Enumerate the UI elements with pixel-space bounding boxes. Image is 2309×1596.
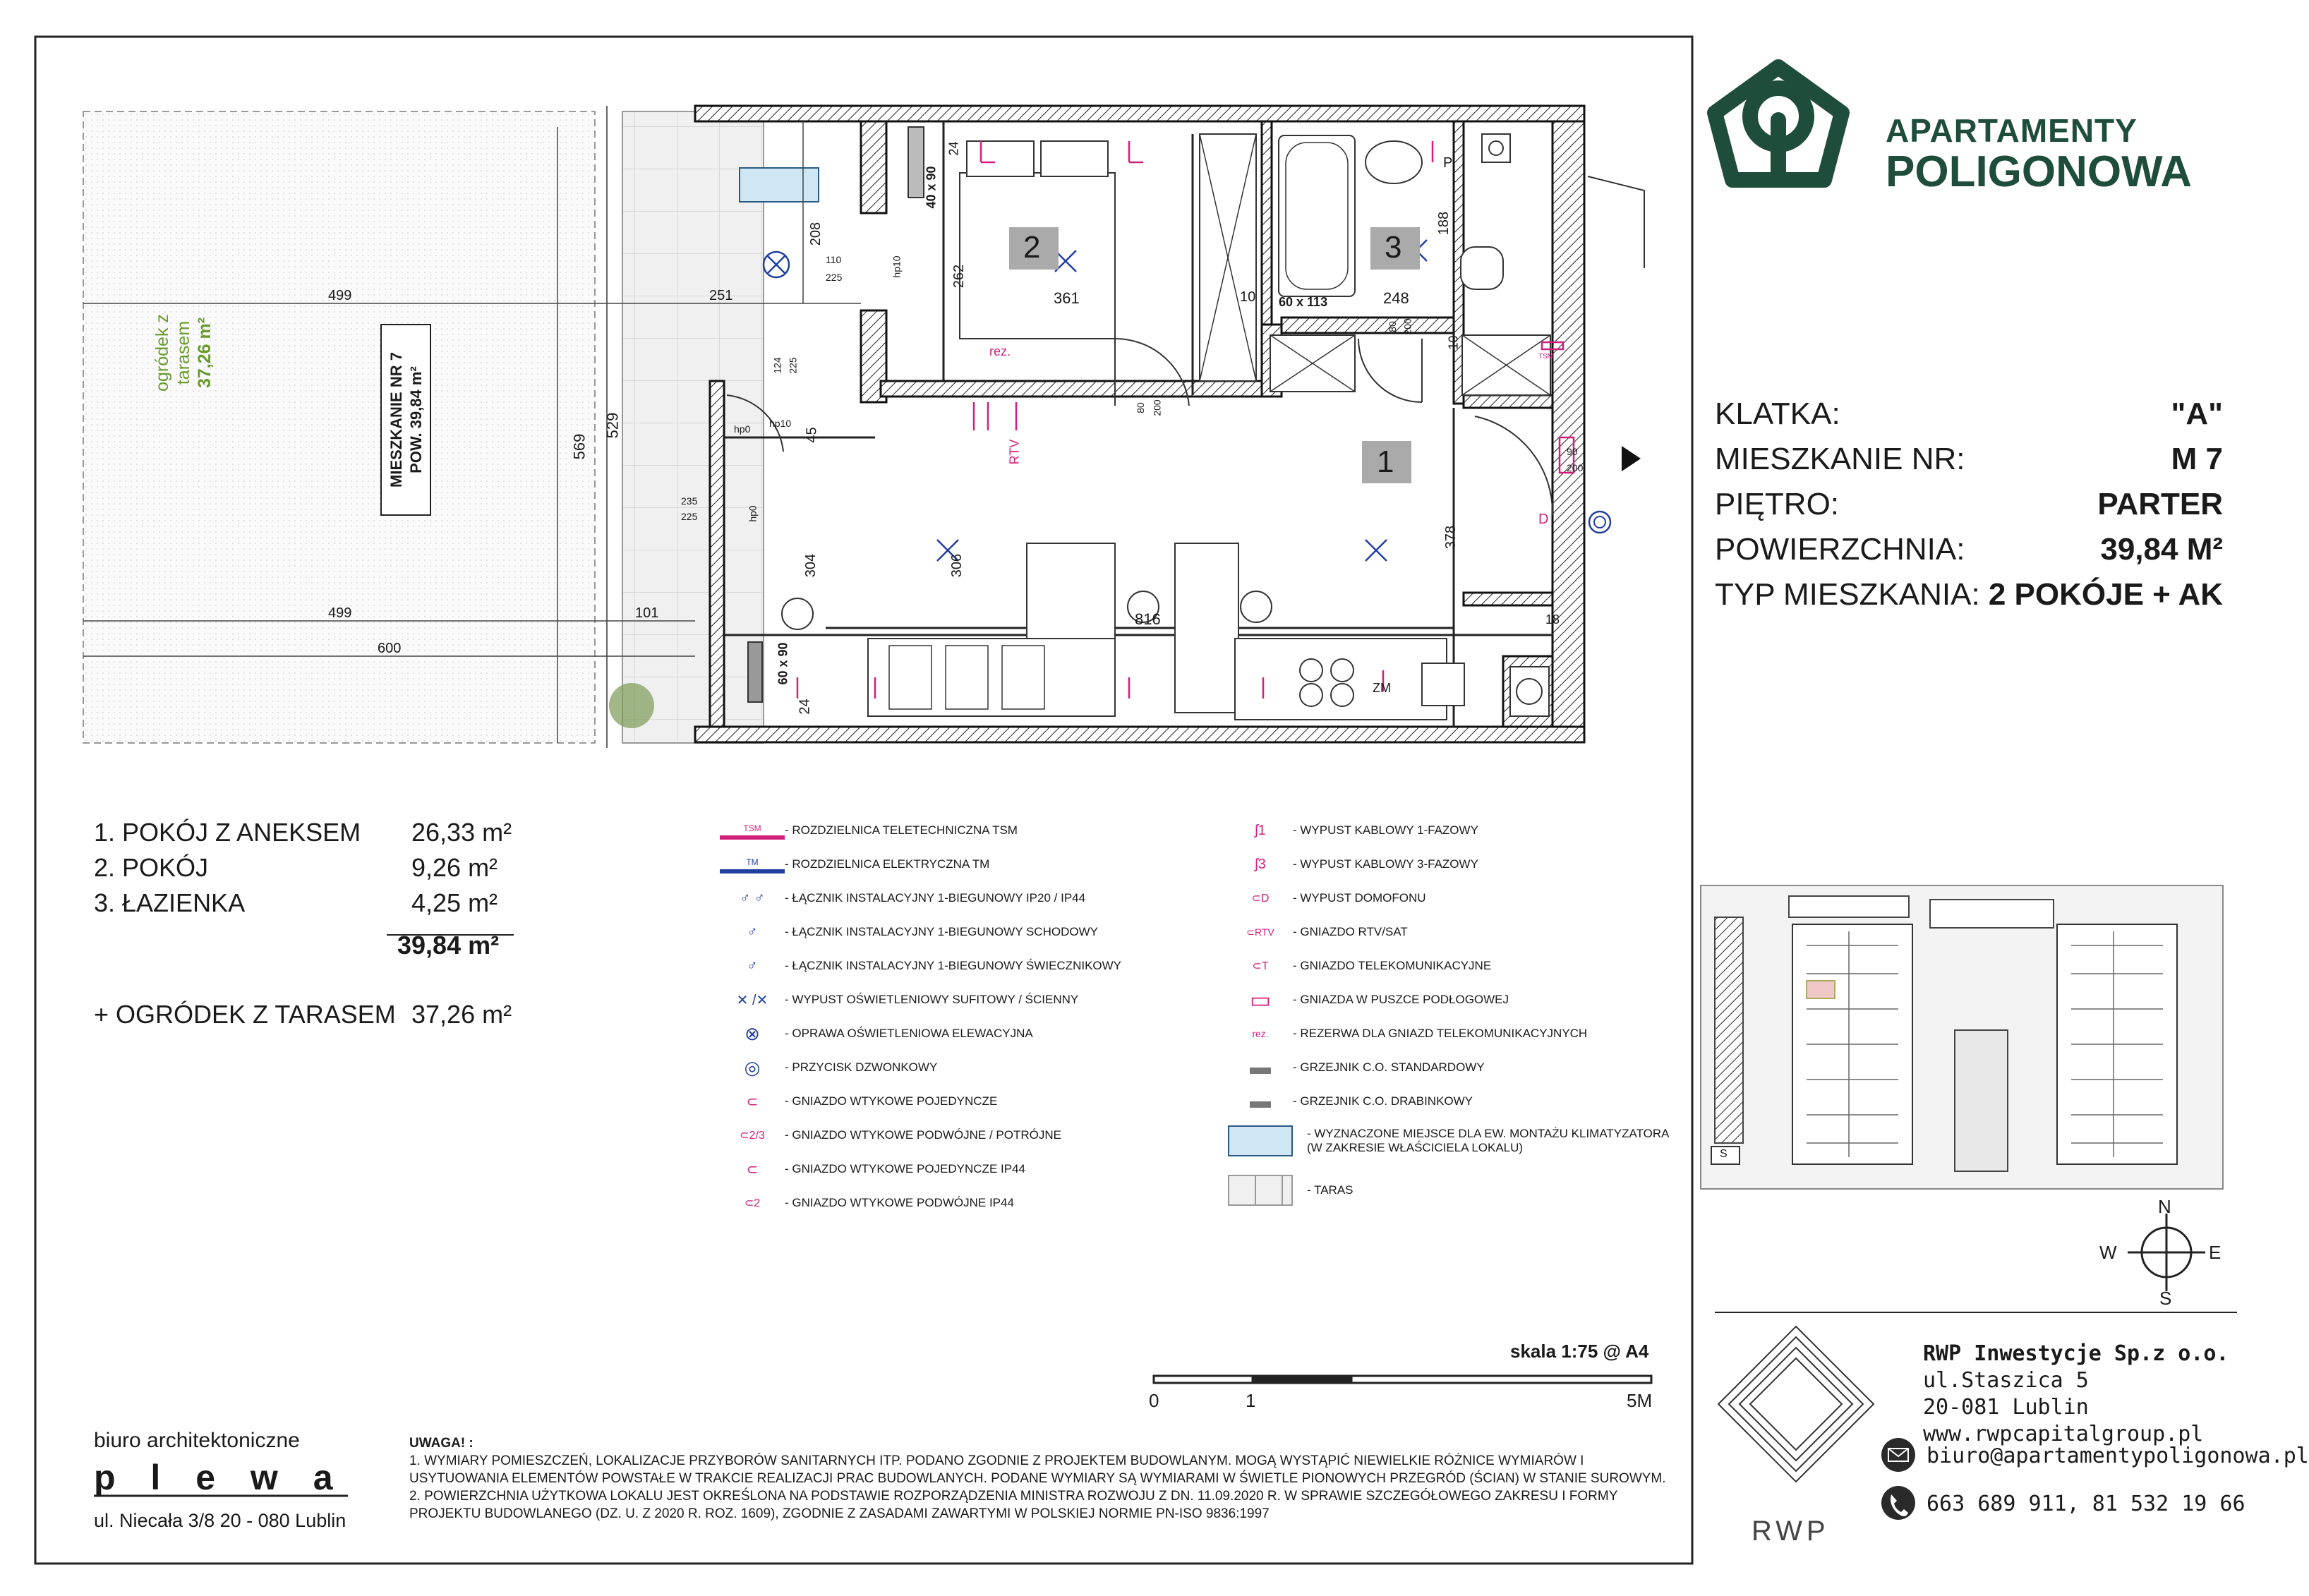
legend-text: - ŁĄCZNIK INSTALACYJNY 1-BIEGUNOWY ŚWIECZNIKOWY [785,959,1122,972]
dim-label: D [1538,512,1549,527]
legend-text: - ROZDZIELNICA TELETECHNICZNA TSM [785,823,1018,837]
info-value: 39,84 M² [2100,532,2223,567]
switch-staircase-icon: ♂ [747,924,758,940]
developer-city: 20-081 Lublin [1923,1395,2089,1420]
dim-label: 18 [1545,612,1560,627]
dim-label: 10 [1446,335,1461,350]
dim-label: hp10 [769,418,792,429]
garden-name: + OGRÓDEK Z TARASEM [94,1000,396,1029]
cable-1phase-icon: ʃ1 [1255,822,1266,838]
room-total: 39,84 m² [397,931,500,960]
legend-text: - WYPUST DOMOFONU [1293,891,1426,905]
terrace-icon [1228,1176,1293,1204]
apartment-info [1715,392,2223,617]
legend-text: - GRZEJNIK C.O. DRABINKOWY [1293,1094,1473,1108]
room-number-3: 3 [1385,230,1402,265]
dim-label: 262 [951,264,967,289]
legend-text: - GNIAZDO WTYKOWE PODWÓJNE / POTRÓJNE [785,1128,1061,1142]
dim-label: 569 [570,433,589,460]
site-plan-marker: S [1720,1148,1728,1160]
legend-item [720,1086,997,1117]
legend-item [1228,815,1478,846]
legend-item [1228,984,1509,1015]
scale-tick-1: 1 [1246,1390,1256,1411]
info-row-floor [1715,482,2223,527]
telecom-socket-icon: ⊂T [1252,960,1269,972]
garden-row [94,997,512,1032]
legend-item [1228,950,1491,981]
legend-text: - WYPUST OŚWIETLENIOWY SUFITOWY / ŚCIENNY [785,993,1079,1006]
dim-label: 499 [328,288,352,303]
dim-label: 200 [1567,462,1584,473]
ac-unit-marker [740,168,819,202]
brand-name-line2: POLIGONOWA [1886,147,2192,196]
entrance-arrow [1622,446,1641,471]
legend-item [1228,849,1478,880]
switch-chandelier-icon: ♂ [747,957,758,974]
doorbell-icon: ◎ [744,1056,761,1078]
room-name: 2. POKÓJ [94,853,209,882]
garden-label-line: ogródek z [152,314,172,392]
scale-tick-5m: 5M [1627,1390,1653,1411]
remarks-line: 2. POWIERZCHNIA UŻYTKOWA LOKALU JEST OKREŚLONA NA PODSTAWIE ROZPORZĄDZENIA MINISTRA ROZWOJU Z DN. 11.09.2020 R. W SPRAWIE SZCZEGÓŁOWEGO ZAKRESU I FORMY [409,1489,1618,1504]
distribution-board-tsm-icon: TSM [720,821,785,840]
dim-label: 251 [709,288,733,303]
room-name: 3. ŁAZIENKA [94,888,246,917]
legend-text: - OPRAWA OŚWIETLENIOWA ELEWACYJNA [785,1027,1033,1040]
kitchen-counter [1235,639,1447,720]
legend-item [720,1187,1014,1219]
email-icon-circle [1881,1438,1915,1472]
room-name: 1. POKÓJ Z ANEKSEM [94,818,361,847]
legend-item [1228,917,1408,948]
legend-text: - REZERWA DLA GNIAZD TELEKOMUNIKACYJNYCH [1293,1027,1588,1040]
info-value: "A" [2171,397,2223,431]
intercom-icon: ⊂D [1251,893,1270,905]
cable-3phase-icon: ʃ3 [1255,856,1266,872]
dim-label: 124 [771,357,783,374]
socket-single-icon: ⊂ [746,1094,759,1110]
remarks-line: USYTUOWANIA ELEMENTÓW POWSTAŁE W TRAKCIE REALIZACJI PRAC BUDOWLANYCH. PODANE WYMIARY SĄ WYMIARAMI W ŚWIETLE PIONOWYCH PRZEGRÓD (ŚCIAN) W STANIE SUROWYM. [409,1471,1666,1486]
dim-label: 235 [681,495,698,507]
light-outlet-icon: ✕ /✕ [736,992,768,1008]
legend-text: - GNIAZDO TELEKOMUNIKACYJNE [1293,959,1492,972]
legend-text: - ŁĄCZNIK INSTALACYJNY 1-BIEGUNOWY SCHODOWY [785,925,1098,938]
scale-label: skala 1:75 @ A4 [1510,1341,1649,1362]
dim-label: 378 [1443,525,1459,550]
room-total-spacer [94,928,397,963]
dim-label: 225 [826,272,843,283]
dim-label: 60 x 90 [776,642,790,685]
legend-text: - GRZEJNIK C.O. STANDARDOWY [1293,1060,1485,1074]
developer-web[interactable]: www.rwpcapitalgroup.pl [1923,1422,2204,1446]
dim-label: ZM [1373,681,1391,695]
dim-label: 45 [804,427,820,443]
legend-item [720,815,1018,846]
dim-label: 499 [328,605,352,621]
dim-label: 80 [1386,321,1398,332]
room-area: 4,25 m² [411,888,498,917]
garden-area: 37,26 m² [411,1000,512,1029]
dim-label: 208 [808,222,824,246]
flat-label-line: POW. 39,84 m² [407,366,425,473]
legend-text: - PRZYCISK DZWONKOWY [785,1060,938,1074]
legend-text: - GNIAZDO WTYKOWE POJEDYNCZE [785,1094,998,1108]
email-link[interactable]: biuro@apartamentypoligonowa.pl [1927,1444,2309,1468]
room-row [94,850,512,885]
info-row-flat-number [1715,437,2223,482]
dim-label: 306 [949,553,965,578]
compass-e: E [2209,1242,2221,1263]
garden-label-line: tarasem [174,320,193,385]
legend-item [720,950,1121,981]
info-label: TYP MIESZKANIA: [1715,577,1980,612]
remarks-line: PROJEKTU BUDOWLANEGO (DZ. U. Z 2020 R. ROZ. 1609), ZGODNIE Z ZASADAMI ZAWARTYMI W POLSKIEJ NORMIE PN-ISO 9836:1997 [409,1506,1270,1521]
socket-single-ip44-icon: ⊂ [746,1161,759,1178]
rtv-socket-icon: ⊂RTV [1246,926,1274,938]
facade-light-icon: ⊗ [744,1022,760,1044]
switch-single-icon: ♂ ♂ [740,890,765,906]
dim-label: 188 [1436,211,1452,236]
dim-label: RTV [1007,439,1022,465]
socket-double-icon: ⊂2/3 [740,1130,765,1142]
dim-label: rez. [989,344,1011,358]
dim-label: 361 [1054,289,1080,307]
dim-label: 24 [797,699,813,715]
flat-label [387,328,426,512]
legend-text: - ROZDZIELNICA ELEKTRYCZNA TM [785,857,990,871]
dining-table [1175,543,1238,713]
legend-item [1228,1120,1670,1162]
phone-numbers[interactable]: 663 689 911, 81 532 19 66 [1927,1492,2245,1516]
info-value: 2 POKÓJE + AK [1988,577,2223,612]
distribution-board-tm-icon: TM [720,855,785,873]
legend-text: - WYPUST KABLOWY 1-FAZOWY [1293,823,1478,837]
floor-box-icon: ▭ [1249,987,1272,1012]
info-label: KLATKA: [1715,397,1840,431]
room-area: 26,33 m² [411,818,512,847]
legend-text: - WYZNACZONE MIEJSCE DLA EW. MONTAŻU KLIMATYZATORA [1307,1127,1670,1140]
room-row [94,885,512,921]
legend-text: (W ZAKRESIE WŁAŚCICIELA LOKALU) [1307,1141,1524,1154]
telecom-reserve-icon: rez. [1252,1028,1269,1039]
info-value: PARTER [2097,487,2223,521]
bathtub [1279,135,1355,296]
dim-label: P [1443,155,1453,171]
rwp-logo [1718,1326,1874,1482]
remarks-line: 1. WYMIARY POMIESZCZEŃ, LOKALIZACJE PRZYBORÓW SANITARNYCH ITP. PODANO ZGODNIE Z PROJEKTEM BUDOWLANYM. MOGĄ WYSTĄPIĆ NIEWIELKIE RÓŻNICE WYMIARÓW I [409,1453,1584,1468]
legend-item [1228,1052,1485,1083]
dim-label: hp0 [747,505,759,522]
developer-info [1923,1341,2229,1448]
legend-item [720,849,989,880]
legend-item [1228,883,1426,914]
garden-label-line: 37,26 m² [195,317,215,389]
remarks-title: UWAGA! : [409,1436,474,1451]
legend-text: - TARAS [1307,1183,1354,1197]
architect-line3: ul. Niecała 3/8 20 - 080 Lublin [94,1510,346,1531]
legend-item [720,1018,1033,1049]
legend-item [720,917,1098,948]
compass-w: W [2099,1242,2117,1263]
phone-icon-circle [1881,1486,1915,1520]
room-area-list [94,815,512,1032]
legend-item [1228,1018,1587,1049]
legend-text: - GNIAZDO WTYKOWE POJEDYNCZE IP44 [785,1162,1025,1175]
legend-text: - GNIAZDO WTYKOWE PODWÓJNE IP44 [785,1196,1014,1209]
room-total-row [94,928,512,963]
dim-label: hp0 [734,423,751,435]
legend-item [720,883,1085,914]
info-value: M 7 [2171,442,2223,476]
legend-item [720,984,1078,1015]
info-label: MIESZKANIE NR: [1715,442,1965,476]
dim-label: 225 [787,357,799,374]
info-row-area [1715,527,2223,572]
architect-line2: p l e w a [94,1458,346,1497]
room-number-1: 1 [1377,445,1394,479]
legend-item [720,1120,1061,1151]
dim-label: 101 [635,605,659,621]
legend-item [1228,1086,1473,1117]
dim-label: 248 [1383,289,1409,307]
compass-n: N [2158,1196,2171,1217]
scale-bar [1154,1376,1651,1383]
info-row-staircase [1715,392,2223,437]
washbasin [1365,141,1422,183]
compass-s: S [2159,1288,2172,1309]
dim-label: 24 [946,141,961,156]
legend-item [1228,1175,1354,1206]
dim-label: hp10 [891,255,903,278]
walls [695,106,1584,742]
dim-label: 110 [826,254,842,265]
ac-unit-icon [1228,1127,1293,1155]
brand-logo [1715,67,1842,180]
socket-double-ip44-icon: ⊂2 [744,1197,761,1209]
legend-item [720,1052,937,1083]
dim-label: 90 [1567,446,1578,457]
room-number-2: 2 [1023,230,1041,265]
remarks [409,1434,1672,1523]
rwp-logo-text: RWP [1752,1516,1830,1547]
architect-line1: biuro architektoniczne [94,1429,300,1452]
info-row-type [1715,572,2223,617]
dim-label: 816 [1135,610,1161,628]
legend-text: - GNIAZDO RTV/SAT [1293,925,1408,938]
dim-label: 529 [603,412,622,439]
dim-label: TSM [1538,353,1554,361]
info-label: PIĘTRO: [1715,487,1840,521]
legend-text: - WYPUST KABLOWY 3-FAZOWY [1293,857,1478,871]
garden-label [152,275,215,430]
toilet [1461,247,1503,289]
radiator-standard-icon: ▬ [1250,1056,1271,1079]
info-label: POWIERZCHNIA: [1715,532,1965,567]
dim-label: 225 [681,511,698,522]
room-area: 9,26 m² [411,853,498,882]
dim-label: 40 x 90 [924,166,939,209]
site-plan [1701,885,2223,1189]
flat-label-line: MIESZKANIE NR 7 [387,352,405,488]
legend-text: - GNIAZDA W PUSZCE PODŁOGOWEJ [1293,993,1509,1006]
dim-label: 600 [378,641,402,656]
radiator-ladder-icon: ▬ [1250,1089,1271,1113]
dim-label: 304 [803,553,819,578]
dim-label: 60 x 113 [1279,295,1328,309]
compass-rose [2128,1214,2205,1291]
legend-text-block [1293,1127,1670,1155]
scale-tick-0: 0 [1149,1390,1159,1411]
developer-name: RWP Inwestycje Sp.z o.o. [1923,1341,2229,1366]
dim-label: 200 [1151,399,1163,416]
brand-name-line1: APARTAMENTY [1886,112,2138,149]
room-row [94,815,512,850]
dim-label: 80 [1134,402,1146,413]
developer-street: ul.Staszica 5 [1923,1368,2089,1393]
dim-label: 10 [1240,289,1256,305]
dim-label: 200 [1401,318,1413,335]
legend-text: - ŁĄCZNIK INSTALACYJNY 1-BIEGUNOWY IP20 / IP44 [785,891,1086,905]
legend-item [720,1154,1025,1185]
